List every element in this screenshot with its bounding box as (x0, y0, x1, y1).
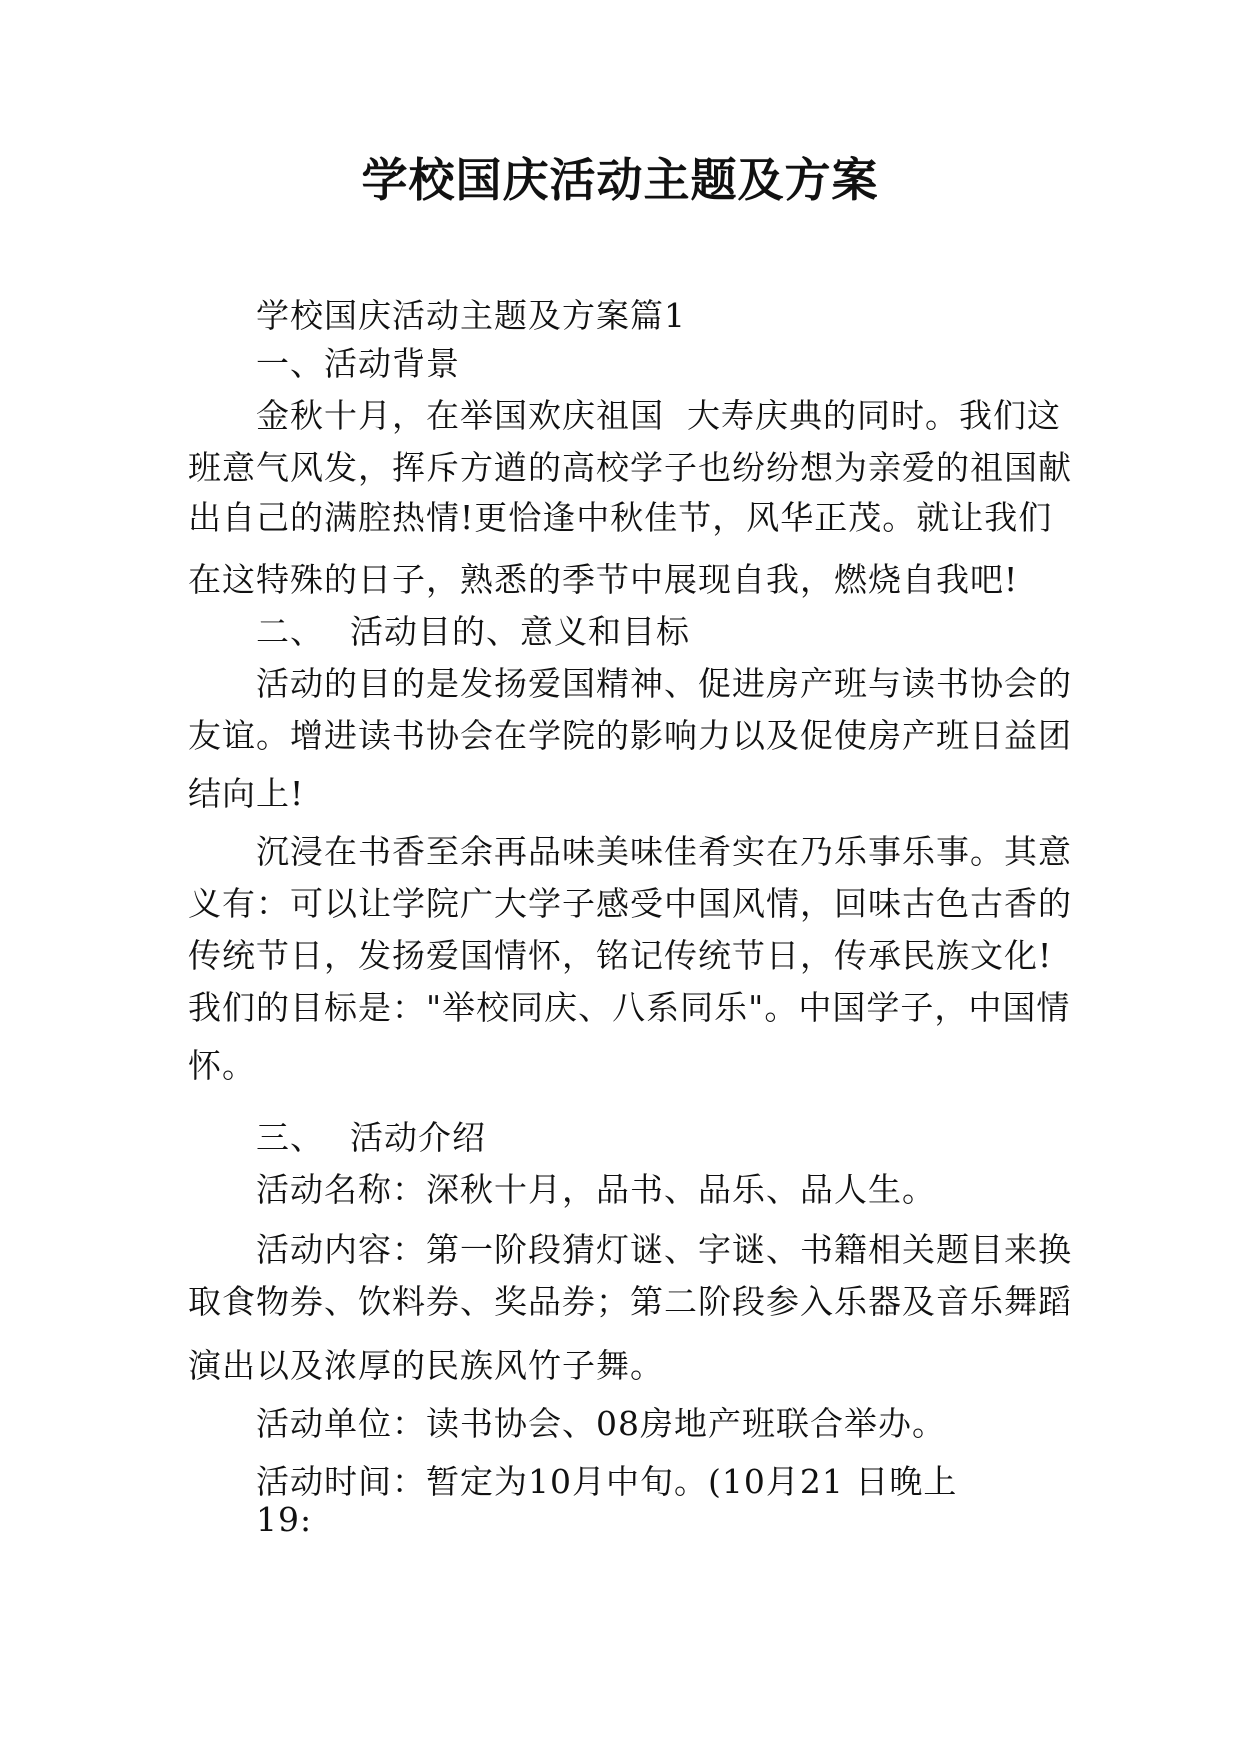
paragraph-line: 19: (256, 1500, 313, 1539)
section3-heading-text: 活动介绍 (350, 1118, 486, 1157)
activity-unit: 活动单位：读书协会、08房地产班联合举办。 (256, 1404, 946, 1443)
paragraph-line: 在这特殊的日子，熟悉的季节中展现自我，燃烧自我吧! (188, 560, 1019, 599)
paragraph-line: 沉浸在书香至余再品味美味佳肴实在乃乐事乐事。其意 (256, 832, 1072, 871)
activity-name: 活动名称：深秋十月，品书、品乐、品人生。 (256, 1170, 936, 1209)
paragraph-line: 义有：可以让学院广大学子感受中国风情，回味古色古香的 (188, 884, 1072, 923)
paragraph-line: 怀。 (188, 1046, 256, 1085)
section1-heading: 一、活动背景 (256, 344, 460, 383)
paragraph-line: 结向上! (188, 774, 305, 813)
document-title: 学校国庆活动主题及方案 (361, 153, 879, 207)
paragraph-line: 取食物券、饮料券、奖品券；第二阶段参入乐器及音乐舞蹈 (188, 1282, 1072, 1321)
document-subtitle: 学校国庆活动主题及方案篇1 (256, 296, 686, 335)
paragraph-line: 传统节日，发扬爱国情怀，铭记传统节日，传承民族文化! (188, 936, 1053, 975)
section2-heading-text: 活动目的、意义和目标 (350, 612, 690, 651)
paragraph-line: 我们的目标是："举校同庆、八系同乐"。中国学子，中国情 (188, 988, 1071, 1027)
paragraph-line: 活动内容：第一阶段猜灯谜、字谜、书籍相关题目来换 (256, 1230, 1072, 1269)
section2-heading (256, 612, 690, 652)
section3-heading-number: 三、 (256, 1118, 324, 1157)
paragraph-line: 金秋十月，在举国欢庆祖国 大寿庆典的同时。我们这 (256, 396, 1061, 435)
paragraph-line: 出自己的满腔热情!更恰逢中秋佳节，风华正茂。就让我们 (188, 498, 1053, 537)
paragraph-line: 班意气风发，挥斥方遒的高校学子也纷纷想为亲爱的祖国献 (188, 448, 1072, 487)
paragraph-line: 友谊。增进读书协会在学院的影响力以及促使房产班日益团 (188, 716, 1072, 755)
paragraph-line: 演出以及浓厚的民族风竹子舞。 (188, 1346, 664, 1385)
section3-heading (256, 1118, 486, 1158)
paragraph-line: 活动的目的是发扬爱国精神、促进房产班与读书协会的 (256, 664, 1072, 703)
section2-heading-number: 二、 (256, 612, 324, 651)
paragraph-line: 活动时间：暂定为10月中旬。(10月21 日晚上 (256, 1462, 958, 1501)
